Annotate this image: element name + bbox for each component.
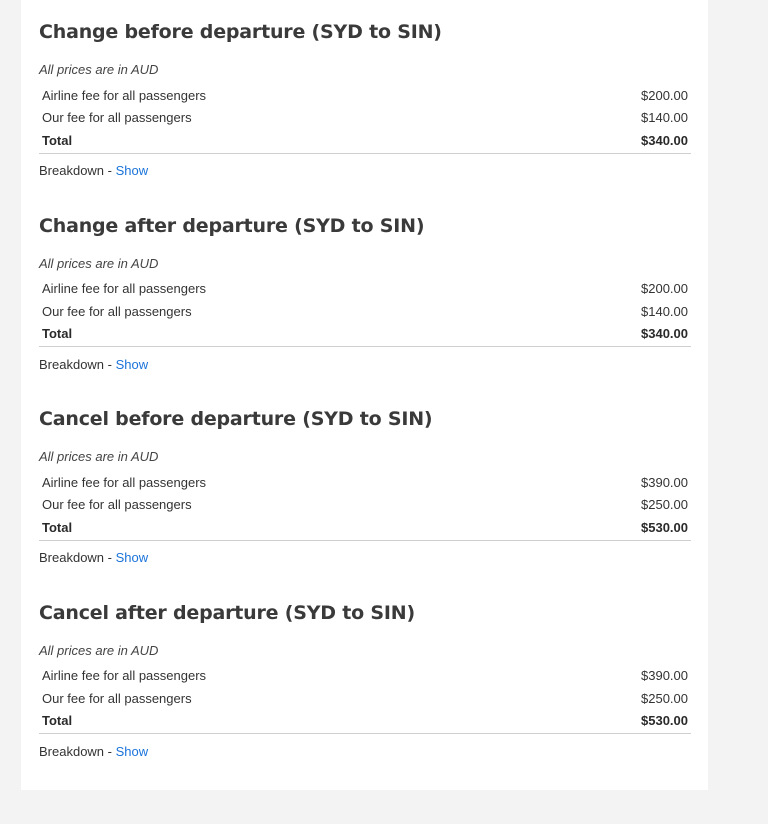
currency-note: All prices are in AUD (39, 62, 159, 77)
fee-table (39, 278, 691, 348)
fee-label: Our fee for all passengers (42, 110, 192, 126)
fee-amount: $250.00 (641, 497, 688, 513)
fee-section-change-before-departure (39, 20, 691, 178)
total-amount: $530.00 (641, 713, 688, 729)
total-amount: $340.00 (641, 326, 688, 342)
breakdown (39, 163, 148, 179)
table-row (39, 471, 691, 494)
breakdown-label: Breakdown - (39, 743, 116, 759)
fee-amount: $390.00 (641, 474, 688, 490)
table-row (39, 494, 691, 517)
breakdown-label: Breakdown - (39, 550, 116, 565)
fee-section-cancel-after-departure (39, 601, 691, 759)
table-row (39, 300, 691, 323)
table-row (39, 84, 691, 107)
total-row (39, 323, 691, 348)
breakdown (39, 744, 148, 760)
total-label: Total (42, 326, 73, 342)
fee-table (39, 665, 691, 735)
total-amount: $340.00 (641, 132, 688, 148)
table-row (39, 107, 691, 130)
fee-label: Airline fee for all passengers (42, 87, 207, 103)
fee-label: Airline fee for all passengers (42, 281, 207, 297)
fee-label: Airline fee for all passengers (42, 668, 207, 684)
breakdown-show-link[interactable]: Show (115, 550, 149, 565)
section-title: Cancel after departure (SYD to SIN) (39, 601, 415, 624)
fee-label: Airline fee for all passengers (42, 474, 207, 490)
fee-amount: $140.00 (641, 303, 688, 319)
total-amount: $530.00 (641, 519, 688, 535)
section-title: Cancel before departure (SYD to SIN) (39, 408, 433, 430)
fee-section-cancel-before-departure (39, 407, 691, 565)
table-row (39, 278, 691, 301)
fee-amount: $200.00 (641, 87, 688, 103)
total-row (39, 129, 691, 154)
currency-note: All prices are in AUD (39, 642, 159, 658)
table-row (39, 687, 691, 710)
fee-label: Our fee for all passengers (42, 690, 192, 706)
total-row (39, 516, 691, 541)
fee-amount: $200.00 (641, 281, 688, 297)
fee-table (39, 84, 691, 154)
section-title: Change after departure (SYD to SIN) (39, 214, 425, 237)
fee-label: Our fee for all passengers (42, 303, 192, 319)
currency-note: All prices are in AUD (39, 255, 159, 271)
fees-card (21, 0, 708, 790)
fee-table (39, 471, 691, 541)
breakdown-label: Breakdown - (39, 163, 116, 178)
breakdown-show-link[interactable]: Show (115, 163, 149, 178)
total-label: Total (42, 713, 73, 729)
fee-amount: $140.00 (641, 110, 688, 126)
table-row (39, 665, 691, 688)
currency-note: All prices are in AUD (39, 449, 159, 464)
total-label: Total (42, 132, 73, 148)
breakdown-label: Breakdown - (39, 356, 116, 372)
breakdown-show-link[interactable]: Show (115, 743, 149, 759)
total-label: Total (42, 519, 73, 535)
fee-section-change-after-departure (39, 214, 691, 372)
total-row (39, 710, 691, 735)
section-title: Change before departure (SYD to SIN) (39, 21, 442, 43)
breakdown (39, 550, 148, 566)
breakdown (39, 357, 148, 373)
breakdown-show-link[interactable]: Show (115, 356, 149, 372)
fee-label: Our fee for all passengers (42, 497, 192, 513)
fee-amount: $390.00 (641, 668, 688, 684)
fee-amount: $250.00 (641, 690, 688, 706)
